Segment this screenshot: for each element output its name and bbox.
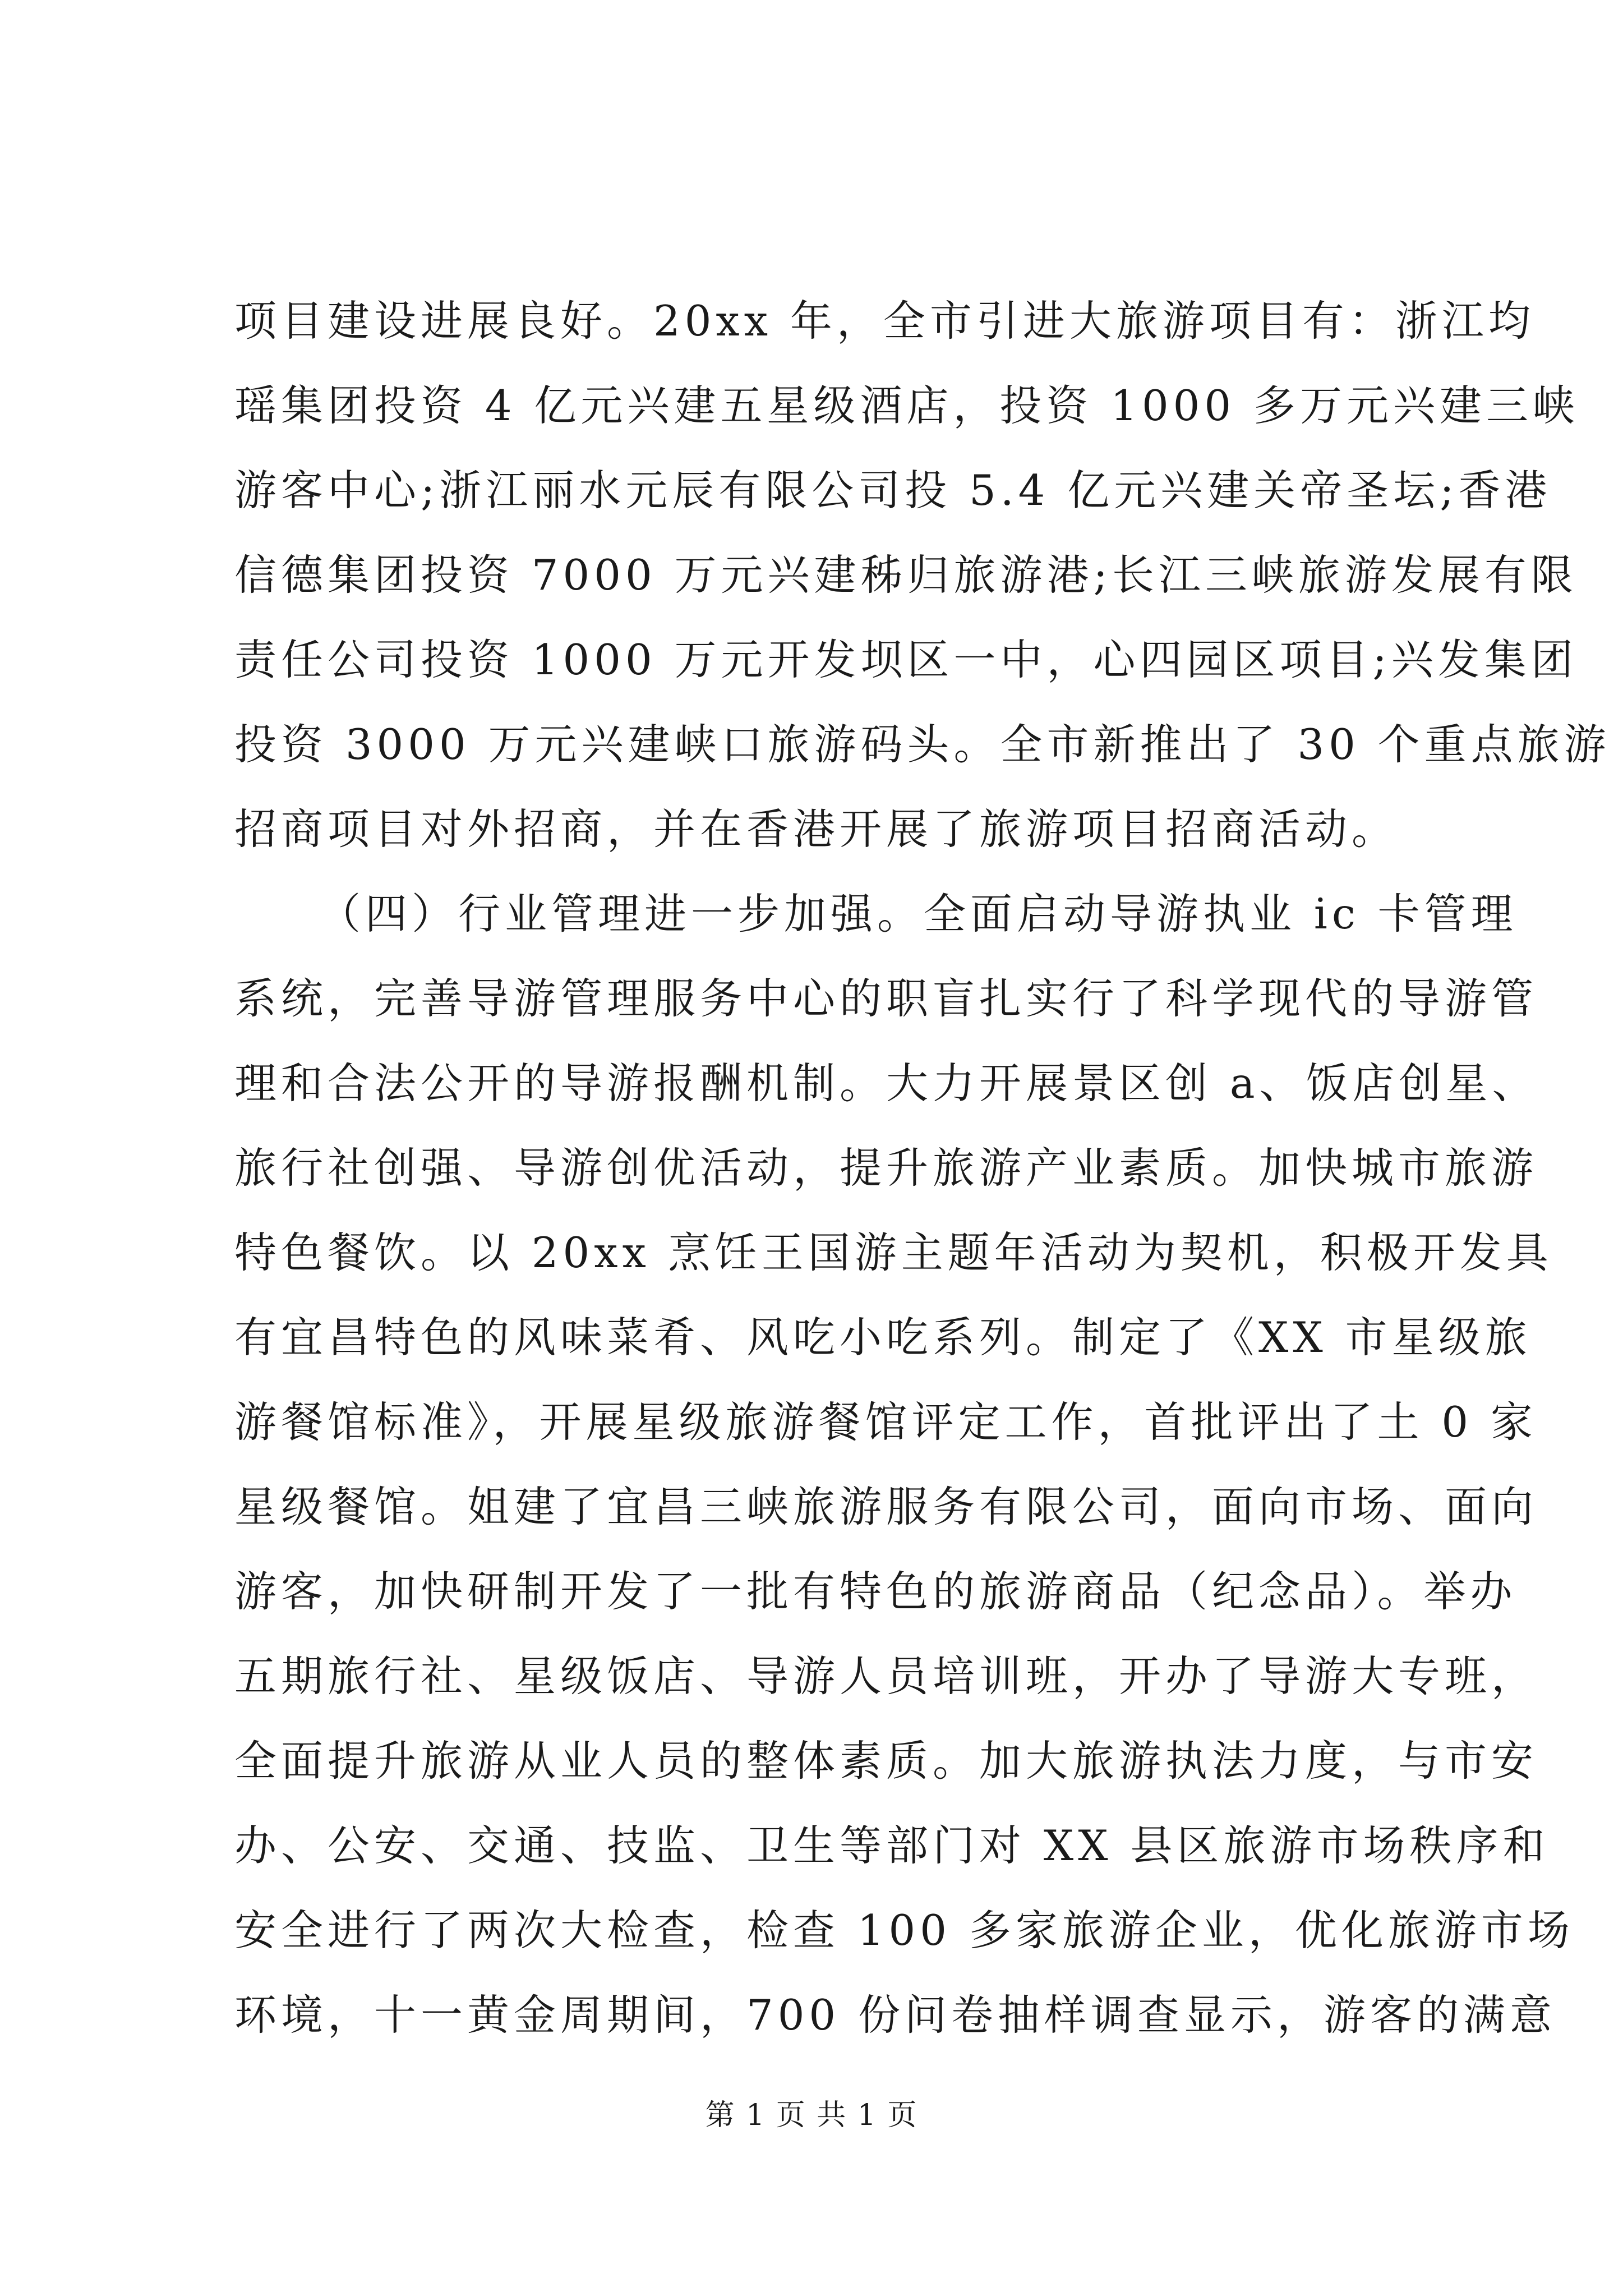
text-line: 游客，加快研制开发了一批有特色的旅游商品（纪念品）。举办 [234, 1567, 1517, 1616]
text-line: 游客中心;浙江丽水元辰有限公司投 5.4 亿元兴建关帝圣坛;香港 [234, 466, 1552, 515]
text-line: 投资 3000 万元兴建峡口旅游码头。全市新推出了 30 个重点旅游 [234, 720, 1611, 769]
text-line: 旅行社创强、导游创优活动，提升旅游产业素质。加快城市旅游 [234, 1143, 1538, 1193]
text-line: 星级餐馆。姐建了宜昌三峡旅游服务有限公司，面向市场、面向 [234, 1482, 1538, 1531]
text-line: 理和合法公开的导游报酬机制。大力开展景区创 a、饭店创星、 [234, 1059, 1539, 1108]
text-line: 系统，完善导游管理服务中心的职盲扎实行了科学现代的导游管 [234, 974, 1538, 1023]
text-line: 信德集团投资 7000 万元兴建秭归旅游港;长江三峡旅游发展有限 [234, 550, 1578, 600]
text-line: 安全进行了两次大检查，检查 100 多家旅游企业，优化旅游市场 [234, 1906, 1574, 1955]
text-line: 瑶集团投资 4 亿元兴建五星级酒店，投资 1000 多万元兴建三峡 [234, 381, 1579, 430]
text-line: 责任公司投资 1000 万元开发坝区一中，心四园区项目;兴发集团 [234, 635, 1578, 684]
text-line: 游餐馆标准》，开展星级旅游餐馆评定工作，首批评出了土 0 家 [234, 1397, 1537, 1447]
text-line: 办、公安、交通、技监、卫生等部门对 XX 县区旅游市场秩序和 [234, 1821, 1550, 1870]
paragraph-first-line: （四）行业管理进一步加强。全面启动导游执业 ic 卡管理 [319, 889, 1518, 938]
page-footer: 第 1 页 共 1 页 [705, 2099, 918, 2132]
text-line: 环境，十一黄金周期间，700 份问卷抽样调查显示，游客的满意 [234, 1990, 1556, 2040]
text-line: 全面提升旅游从业人员的整体素质。加大旅游执法力度，与市安 [234, 1736, 1538, 1786]
text-line: 特色餐饮。以 20xx 烹饪王国游主题年活动为契机，积极开发具 [234, 1228, 1553, 1277]
text-line: 有宜昌特色的风味菜肴、风吃小吃系列。制定了《XX 市星级旅 [234, 1313, 1532, 1362]
text-line: 招商项目对外招商，并在香港开展了旅游项目招商活动。 [234, 804, 1399, 854]
text-line: 五期旅行社、星级饭店、导游人员培训班，开办了导游大专班， [234, 1651, 1538, 1701]
text-line: 项目建设进展良好。20xx 年，全市引进大旅游项目有：浙江均 [234, 296, 1535, 346]
